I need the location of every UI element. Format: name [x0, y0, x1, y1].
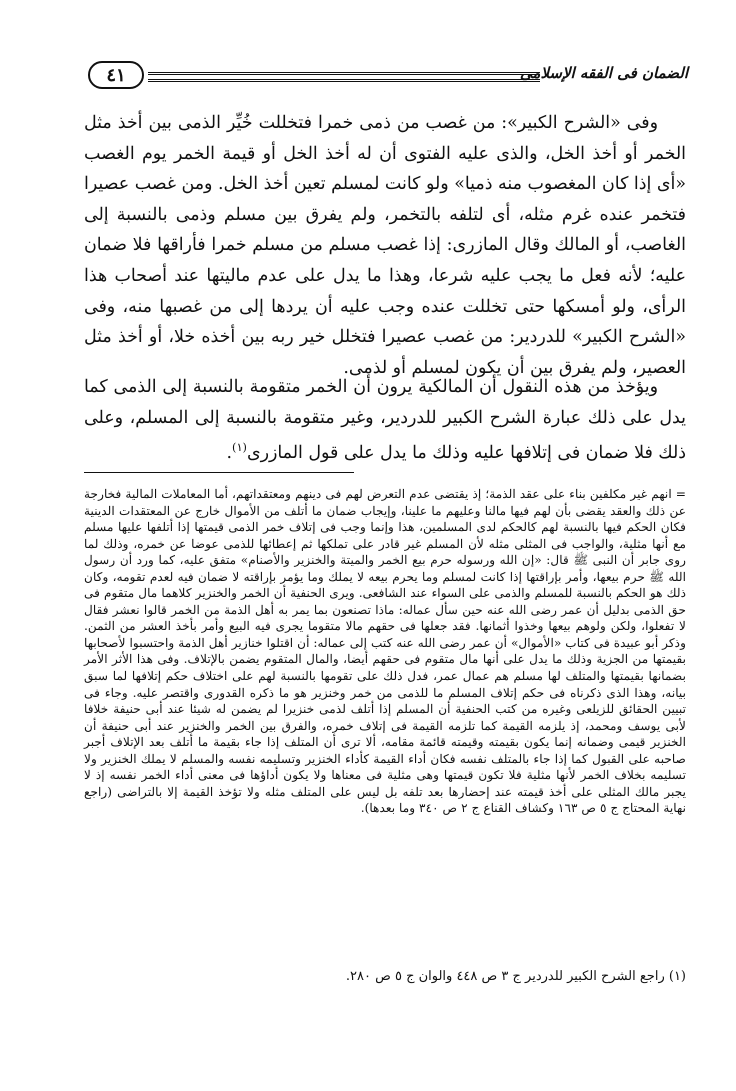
- paragraph-text: [84, 372, 686, 469]
- body-paragraph-1: [84, 108, 686, 383]
- running-header: [78, 64, 688, 92]
- footnote-separator: [84, 472, 354, 473]
- footnote-continued: [84, 486, 686, 817]
- paragraph-text: وفى «الشرح الكبير»: من غصب من ذمى خمرا فتخللت خُيِّر الذمى بين أخذ مثل الخمر أو أخذ الخل، والذى عليه الفتوى أن له أخذ الخل أو قيمة الخمر يوم الغصب «أى إذا كان المغصوب منه ذميا» ولو كانت لمسلم تعين أخذ الخل. ومن غصب عصيرا فتخمر عنده غرم مثله، أى لتلفه بالتخمر، ولم يفرق بين مسلم وذمى بالنسبة إلى الغاصب، أو المالك وقال المازرى: إذا غصب مسلم من مسلم خمرا فأراقها فلا ضمان عليه؛ لأنه فعل ما يجب عليه شرعا، وهذا ما يدل على عدم ماليتها عند أصحاب هذا الرأى، ولو أمسكها حتى تخللت عنده وجب عليه أن يردها إلى من غصبها منه، وفى «الشرح الكبير» للدردير: من غصب عصيرا فتخلل خير ربه بين أخذه خلا، أو أخذ مثل العصير، ولم يفرق بين أن يكون لمسلم أو لذمى.: [84, 113, 686, 378]
- book-title: الضمان فى الفقه الإسلامى: [519, 64, 688, 82]
- footnote-1-text: (١) راجع الشرح الكبير للدردير ج ٣ ص ٤٤٨ والوان ج ٥ ص ٢٨٠.: [345, 969, 686, 984]
- page-number: ٤١: [88, 61, 144, 89]
- paragraph-2-end: .: [226, 442, 233, 463]
- footnote-text: = انهم غير مكلفين بناء على عقد الذمة؛ إذ يقتضى عدم التعرض لهم فى دينهم ومعتقداتهم، أما المعاملات المالية فخارجة عن ذلك والعقد يقضى بأن لهم فيها مالنا وعليهم ما علينا، وإيجاب ضمان ما أتلف من الأموال خارج عن المعتقدات الدينية فكان الحكم فيها بالنسبة لهم كالحكم لدى المسلمين، هذا وإنما وجب فى إتلاف خمر الذمى قيمتها إذا أتلفها عليها مسلم مع أنها مثلية، والواجب فى المثلى مثله لأن المسلم غير قادر على تملكها ثم إعطائها للذمى عوضا عن خمره، وذلك لما روى جابر أن النبى ﷺ قال: «إن الله ورسوله حرم بيع الخمر والميتة والخنزير والأصنام» متفق عليه، كما ورد أن رسول الله ﷺ حرم بيعها، وأمر بإراقتها إذا كانت لمسلم وما يحرم بيعه لا يملك وما يؤمر بإراقته لا ضمان فيه لعدم تقومه، وكان ذلك هو الحكم بالنسبة للمسلم والذمى على السواء عند الشافعى. ويرى الحنفية أن الخمر والخنزير كلاهما مال متقوم فى حق الذمى بدليل أن عمر رضى الله عنه حين سأل عماله: ماذا تصنعون بما يمر به أهل الذمة من الخمر قالوا نعشر فقال لا تفعلوا، ولكن ولوهم بيعها وخذوا أثمانها. فقد جعلها فى حقهم مالا متقوما يجرى فيه البيع وأمر بأخذ العشر من الثمن. وذكر أبو عبيدة فى كتاب «الأموال» أن عمر رضى الله عنه كتب إلى عماله: أن اقتلوا خنازير أهل الذمة واحتسبوا لأصحابها بقيمتها من الجزية وذلك ما يدل على أنها مال متقوم فى حقهم أيضا، والمال المتقوم يضمن بالإتلاف. وفى هذا الأثر الأمر بضمانها بقيمتها والمتلف لها مسلم هم عمال عمر، فدل ذلك على تقومها بالنسبة لهم على اختلاف حكم إتلافها لما سبق بيانه، وهذا الذى ذكرناه فى حكم إتلاف المسلم ما للذمى من خمر وخنزير هو ما ذكره القدورى واقتصر عليه. وجاء فى تبيين الحقائق للزيلعى وغيره من كتب الحنفية أن المسلم إذا أتلف لذمى خنزيرا لم يضمن له شيئا عند أبى حنيفة خلافا لأبى يوسف ومحمد، إذ يلزمه القيمة كما تلزمه القيمة فى إتلاف خمره، والفرق بين الخمر والخنزير عند أبى حنيفة أن الخنزير قيمى وضمانه إنما يكون بقيمته وقيمته قائمة مقامه، ألا ترى أن المتلف إذا جاء بقيمة ما أتلف بعد الإتلاف أجبر صاحبه على القبول كما إذا جاء بالمتلف نفسه فكان أداء القيمة كأداء الخنزير وتسليمه نفسه والمسلم لا يملك الخنزير ولا تسليمه بخلاف الخمر لأنها مثلية فلا تكون قيمتها وهى مثلية فى معناها ولا يكون أداؤها فى معنى أداء الخمر نفسه إذ لا يجبر مالك المثلى على أخذ قيمته عند إحضارها بعد تلفه بل ليس على المتلف مثله ولا تؤخذ القيمة إلا بالتراضى (راجع نهاية المحتاج ج ٥ ص ١٦٣ وكشاف القناع ج ٢ ص ٣٤٠ وما بعدها).: [84, 487, 686, 816]
- body-paragraph-2: [84, 372, 686, 469]
- header-rule: [148, 72, 540, 82]
- paragraph-2-text: ويؤخذ من هذه النقول أن المالكية يرون أن الخمر متقومة بالنسبة إلى الذمى كما يدل على ذلك عبارة الشرح الكبير للدردير، وغير متقومة بالنسبة إلى المسلم، وعلى ذلك فلا ضمان فى إتلافها عليه وذلك ما يدل على قول المازرى: [84, 377, 686, 463]
- footnote-1: [84, 955, 686, 999]
- footnote-ref: (١): [232, 441, 247, 455]
